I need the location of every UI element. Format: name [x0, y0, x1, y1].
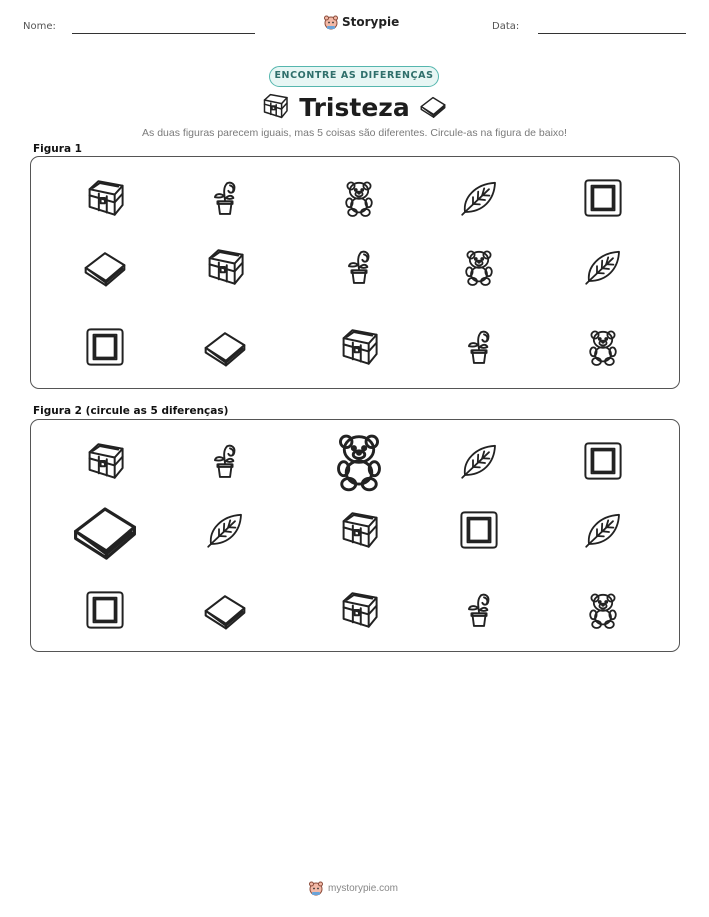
teddy-bear-icon: [583, 327, 623, 367]
treasure-chest-icon: [337, 588, 381, 632]
figure1-panel: [30, 156, 680, 389]
figure2-cell[interactable]: [160, 423, 290, 498]
name-label: Nome:: [23, 21, 56, 32]
figure2-cell[interactable]: [40, 423, 170, 498]
figure1-cell: [538, 160, 668, 235]
figure1-cell: [414, 309, 544, 384]
name-field-line[interactable]: [72, 33, 255, 34]
storypie-mascot-icon: [309, 880, 323, 896]
title-right-icon: [418, 92, 448, 124]
teddy-bear-icon: [339, 178, 379, 218]
figure2-cell[interactable]: [414, 423, 544, 498]
figure2-cell[interactable]: [538, 572, 668, 647]
figure2-cell[interactable]: [294, 492, 424, 567]
picture-frame-icon: [457, 508, 501, 552]
leaf-icon: [459, 441, 499, 481]
brand-name: Storypie: [342, 15, 400, 29]
figure1-cell: [40, 160, 170, 235]
figure1-cell: [40, 229, 170, 304]
figure1-cell: [40, 309, 170, 384]
leaf-icon: [459, 178, 499, 218]
treasure-chest-icon: [203, 245, 247, 289]
figure2-label: Figura 2 (circule as 5 diferenças): [33, 405, 229, 417]
figure1-cell: [538, 229, 668, 304]
figure2-cell[interactable]: [414, 572, 544, 647]
teddy-bear-icon: [459, 247, 499, 287]
footer-site: mystorypie.com: [328, 882, 399, 894]
storypie-mascot-icon: [324, 14, 338, 30]
folded-blanket-icon: [82, 244, 128, 290]
wilted-flower-icon: [204, 177, 246, 219]
wilted-flower-icon: [458, 589, 500, 631]
picture-frame-icon: [83, 588, 127, 632]
figure2-cell[interactable]: [40, 492, 170, 567]
figure2-cell[interactable]: [538, 423, 668, 498]
leaf-icon: [583, 510, 623, 550]
figure2-cell[interactable]: [160, 492, 290, 567]
figure1-label: Figura 1: [33, 143, 82, 155]
figure1-cell: [414, 160, 544, 235]
teddy-bear-icon: [583, 590, 623, 630]
worksheet-title: Tristeza: [299, 93, 410, 122]
figure1-cell: [294, 160, 424, 235]
figure2-panel[interactable]: [30, 419, 680, 652]
figure2-cell[interactable]: [538, 492, 668, 567]
figure1-cell: [538, 309, 668, 384]
figure1-cell: [160, 160, 290, 235]
wilted-flower-icon: [338, 246, 380, 288]
figure2-cell[interactable]: [294, 423, 424, 498]
date-label: Data:: [492, 21, 520, 32]
teddy-bear-icon: [327, 429, 391, 493]
picture-frame-icon: [83, 325, 127, 369]
folded-blanket-icon: [418, 92, 448, 120]
activity-tag: ENCONTRE AS DIFERENÇAS: [269, 66, 439, 87]
folded-blanket-icon: [202, 587, 248, 633]
wilted-flower-icon: [204, 440, 246, 482]
figure2-cell[interactable]: [294, 572, 424, 647]
leaf-icon: [583, 247, 623, 287]
treasure-chest-icon: [83, 439, 127, 483]
treasure-chest-icon: [337, 325, 381, 369]
figure1-cell: [294, 309, 424, 384]
figure1-cell: [414, 229, 544, 304]
date-field-line[interactable]: [538, 33, 686, 34]
figure1-cell: [294, 229, 424, 304]
wilted-flower-icon: [458, 326, 500, 368]
figure2-cell[interactable]: [40, 572, 170, 647]
figure1-cell: [160, 229, 290, 304]
picture-frame-icon: [581, 439, 625, 483]
leaf-icon: [205, 510, 245, 550]
treasure-chest-icon: [83, 176, 127, 220]
footer: [309, 880, 398, 896]
instructions: As duas figuras parecem iguais, mas 5 coisas são diferentes. Circule-as na figura de baixo!: [142, 127, 567, 139]
figure2-cell[interactable]: [414, 492, 544, 567]
folded-blanket-icon: [202, 324, 248, 370]
figure2-cell[interactable]: [160, 572, 290, 647]
treasure-chest-icon: [337, 508, 381, 552]
folded-blanket-icon: [70, 495, 140, 565]
picture-frame-icon: [581, 176, 625, 220]
figure1-cell: [160, 309, 290, 384]
brand-logo: [324, 13, 399, 31]
